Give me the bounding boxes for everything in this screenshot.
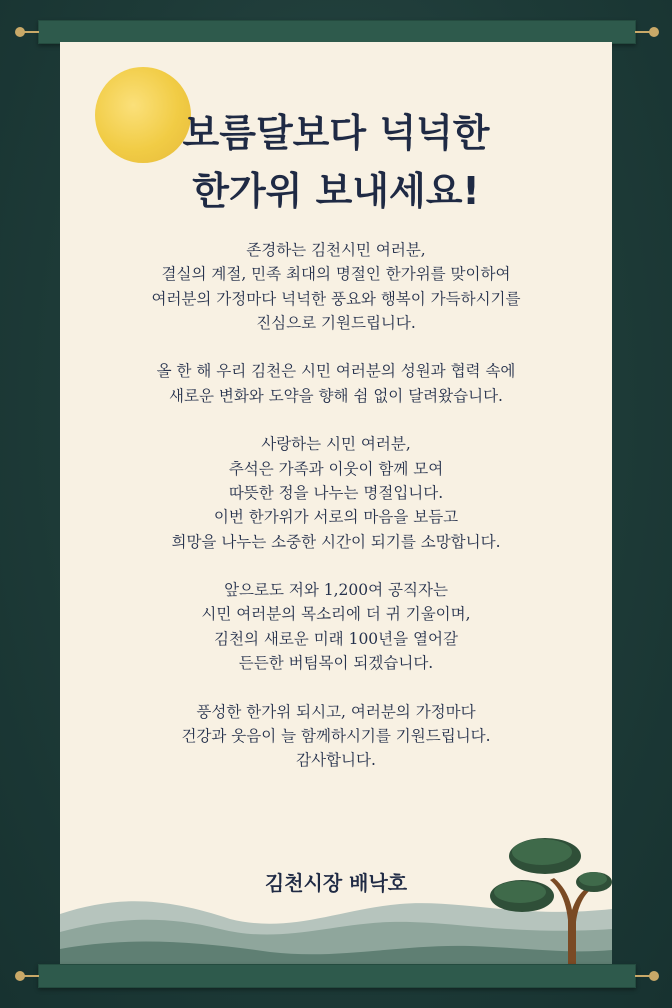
message-line: 풍성한 한가위 되시고, 여러분의 가정마다: [196, 702, 476, 721]
message-line: 감사합니다.: [296, 751, 376, 770]
paragraph: [60, 700, 612, 773]
message-line: 진심으로 기원드립니다.: [256, 313, 416, 332]
message-line: 올 한 해 우리 김천은 시민 여러분의 성원과 협력 속에: [156, 362, 516, 381]
greeting-title: [60, 104, 612, 220]
pine-tree-illustration: [490, 822, 612, 964]
scroll-paper: [60, 42, 612, 964]
message-line: 앞으로도 저와 1,200여 공직자는: [224, 581, 448, 600]
message-line: 존경하는 김천시민 여러분,: [246, 241, 426, 259]
message-line: 김천의 새로운 미래 100년을 열어갈: [214, 629, 458, 648]
message-line: 결실의 계절, 민족 최대의 명절인 한가위를 맞이하여: [161, 265, 511, 284]
greeting-message: [60, 238, 612, 797]
message-line: 사랑하는 시민 여러분,: [261, 435, 411, 454]
message-line: 여러분의 가정마다 넉넉한 풍요와 행복이 가득하시기를: [151, 289, 521, 308]
message-line: 이번 한가위가 서로의 마음을 보듬고: [213, 508, 459, 527]
scroll-bottom-rod: [38, 964, 636, 988]
paragraph: [60, 238, 612, 335]
paragraph: [60, 432, 612, 553]
message-line: 희망을 나누는 소중한 시간이 되기를 소망합니다.: [171, 532, 501, 551]
title-line-2: 한가위 보내세요!: [192, 169, 480, 213]
message-line: 시민 여러분의 목소리에 더 귀 기울이며,: [201, 605, 471, 624]
scroll-top-rod: [38, 20, 636, 44]
scroll-knob-left: [15, 971, 25, 981]
message-line: 든든한 버팀목이 되겠습니다.: [238, 654, 434, 673]
message-line: 새로운 변화와 도약을 향해 쉼 없이 달려왔습니다.: [169, 386, 503, 405]
scroll-knob-right: [649, 971, 659, 981]
message-line: 추석은 가족과 이웃이 함께 모여: [228, 459, 444, 478]
message-line: 따뜻한 정을 나누는 명절입니다.: [228, 483, 444, 502]
scroll-knob-right: [649, 27, 659, 37]
message-line: 건강과 웃음이 늘 함께하시기를 기원드립니다.: [181, 726, 491, 745]
title-line-1: 보름달보다 넉넉한: [182, 111, 490, 155]
signature: 김천시장 배낙호: [264, 871, 408, 895]
paragraph: [60, 578, 612, 675]
paragraph: [60, 359, 612, 408]
scroll-knob-left: [15, 27, 25, 37]
